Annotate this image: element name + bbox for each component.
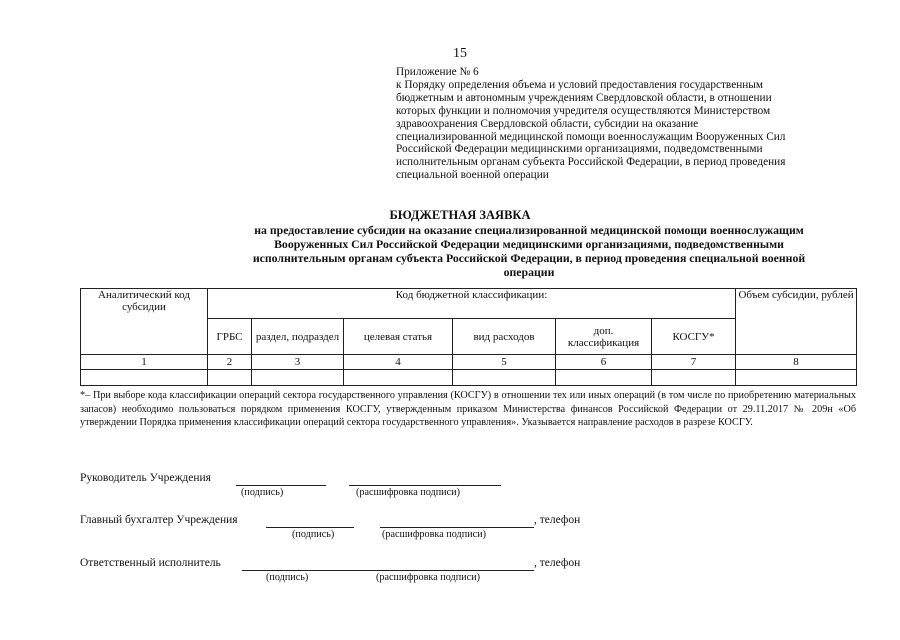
accountant-phone-label: , телефон bbox=[534, 514, 581, 526]
empty-cell bbox=[453, 370, 556, 386]
header-subsidy-volume: Объем субсидии, рублей bbox=[736, 289, 857, 355]
empty-cell bbox=[556, 370, 652, 386]
accountant-label: Главный бухгалтер Учреждения bbox=[80, 514, 238, 526]
footnote: *– При выборе кода классификации операций сектора государственного управления (КОСГУ) в отношении тех или иных операций (в том числе по приобретению материальных запасов) необходимо пользоваться порядком применения КОСГУ, утвержденным приказом Министерства финансов Российской Федерации от 29.11.2017 № 209н «Об утверждении Порядка применения классификации операций сектора государственного управления». Указывается направление расходов в разрезе КОСГУ. bbox=[80, 390, 856, 428]
head-signature-caption: (подпись) bbox=[241, 487, 284, 498]
empty-cell bbox=[344, 370, 453, 386]
column-number: 6 bbox=[556, 355, 652, 370]
subtitle-line: на предоставление субсидии на оказание специализированной медицинской помощи военнослужащим bbox=[254, 223, 804, 237]
subtitle-line: исполнительным органам субъекта Российской Федерации, в период проведения специальной военной bbox=[252, 251, 806, 265]
column-number: 4 bbox=[344, 355, 453, 370]
executor-signature-caption: (подпись) bbox=[266, 572, 309, 583]
document-subtitle bbox=[214, 223, 844, 279]
appendix-line: которых функции и полномочия учредителя осуществляются Министерством bbox=[396, 104, 771, 117]
appendix-line: Российской Федерации медицинскими организациями, подведомственными bbox=[396, 143, 763, 156]
accountant-decode-line[interactable] bbox=[380, 527, 534, 528]
executor-phone-label: , телефон bbox=[534, 557, 581, 569]
empty-cell bbox=[208, 370, 252, 386]
header-grbs: ГРБС bbox=[208, 319, 252, 355]
column-number: 2 bbox=[208, 355, 252, 370]
header-extra-classification: доп. классификация bbox=[556, 319, 652, 355]
appendix-line: специальной военной операции bbox=[396, 169, 549, 182]
accountant-signature-caption: (подпись) bbox=[292, 529, 335, 540]
appendix-block bbox=[396, 66, 846, 182]
document-title: БЮДЖЕТНАЯ ЗАЯВКА bbox=[389, 208, 531, 222]
empty-cell bbox=[81, 370, 208, 386]
budget-table bbox=[80, 288, 857, 386]
page-number: 15 bbox=[453, 46, 467, 61]
executor-signature-line[interactable] bbox=[242, 570, 534, 571]
column-number: 8 bbox=[736, 355, 857, 370]
executor-label: Ответственный исполнитель bbox=[80, 557, 221, 569]
appendix-line: специализированной медицинской помощи военнослужащим Вооруженных Сил bbox=[396, 130, 786, 143]
subtitle-line: операции bbox=[503, 265, 555, 279]
header-kosgu: КОСГУ* bbox=[652, 319, 736, 355]
appendix-line: к Порядку определения объема и условий предоставления государственным bbox=[396, 78, 764, 91]
column-number: 1 bbox=[81, 355, 208, 370]
header-analytic-code: Аналитический код субсидии bbox=[81, 289, 208, 355]
appendix-line: здравоохранения Свердловской области, субсидии на оказание bbox=[396, 117, 699, 130]
column-number: 3 bbox=[252, 355, 344, 370]
column-number: 7 bbox=[652, 355, 736, 370]
executor-decode-caption: (расшифровка подписи) bbox=[376, 572, 480, 583]
empty-cell bbox=[736, 370, 857, 386]
empty-data-row bbox=[81, 370, 857, 386]
head-signature-line[interactable] bbox=[236, 485, 326, 486]
appendix-line: бюджетным и автономным учреждениям Свердловской области, в отношении bbox=[396, 91, 772, 104]
subtitle-line: Вооруженных Сил Российской Федерации медицинскими организациями, подведомственными bbox=[274, 237, 784, 251]
head-label: Руководитель Учреждения bbox=[80, 472, 211, 484]
appendix-title: Приложение № 6 bbox=[396, 66, 479, 78]
head-decode-caption: (расшифровка подписи) bbox=[356, 487, 460, 498]
accountant-decode-caption: (расшифровка подписи) bbox=[382, 529, 486, 540]
column-number: 5 bbox=[453, 355, 556, 370]
head-decode-line[interactable] bbox=[349, 485, 501, 486]
column-number-row bbox=[81, 355, 857, 370]
empty-cell bbox=[252, 370, 344, 386]
accountant-signature-line[interactable] bbox=[266, 527, 354, 528]
appendix-line: исполнительным органам субъекта Российской Федерации, в период проведения bbox=[396, 156, 786, 169]
header-expense-type: вид расходов bbox=[453, 319, 556, 355]
empty-cell bbox=[652, 370, 736, 386]
header-target-item: целевая статья bbox=[344, 319, 453, 355]
header-section: раздел, подраздел bbox=[252, 319, 344, 355]
header-budget-classification: Код бюджетной классификации: bbox=[208, 289, 736, 319]
